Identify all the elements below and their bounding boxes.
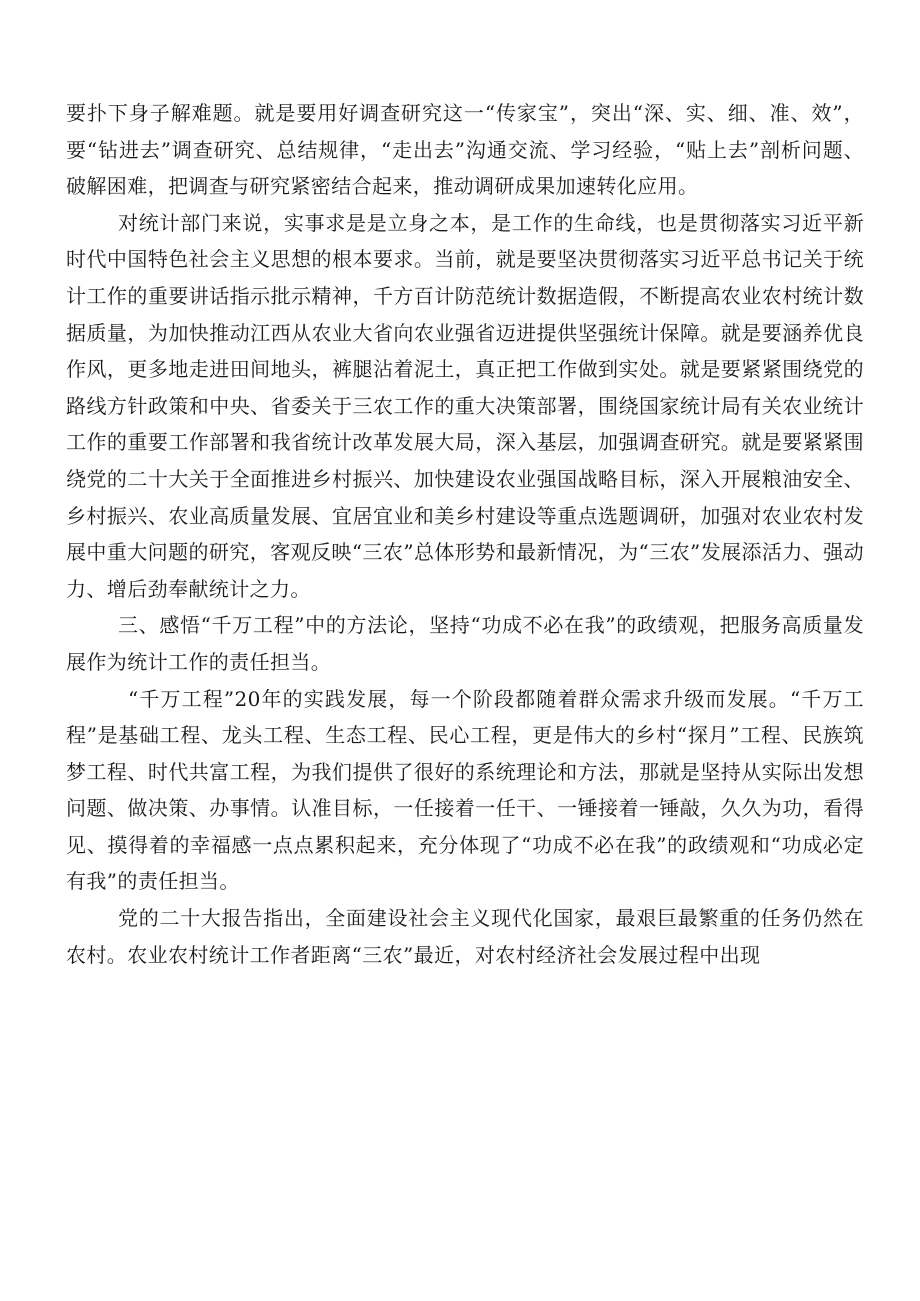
paragraph-4: “千万工程”20年的实践发展，每一个阶段都随着群众需求升级而发展。“千万工程”是基础工程、龙头工程、生态工程、民心工程，更是伟大的乡村“探月”工程、民族筑梦工程、时代共富工程，为我们提供了很好的系统理论和方法，那就是坚持从实际出发想问题、做决策、办事情。认准目标，一任接着一任干、一锤接着一锤敲，久久为功，看得见、摸得着的幸福感一点点累积起来，充分体现了“功成不必在我”的政绩观和“功成必定有我”的责任担当。	[66, 686, 864, 894]
paragraph-1: 要扑下身子解难题。就是要用好调查研究这一“传家宝”，突出“深、实、细、准、效”，要“钻进去”调查研究、总结规律，“走出去”沟通交流、学习经验，“贴上去”剖析问题、破解困难，把调查与研究紧密结合起来，推动调研成果加速转化应用。	[66, 101, 864, 199]
paragraph-2: 对统计部门来说，实事求是是立身之本，是工作的生命线，也是贯彻落实习近平新时代中国特色社会主义思想的根本要求。当前，就是要坚决贯彻落实习近平总书记关于统计工作的重要讲话指示批示精神，千方百计防范统计数据造假，不断提高农业农村统计数据质量，为加快推动江西从农业大省向农业强省迈进提供坚强统计保障。就是要涵养优良作风，更多地走进田间地头，裤腿沾着泥土，真正把工作做到实处。就是要紧紧围绕党的路线方针政策和中央、省委关于三农工作的重大决策部署，围绕国家统计局有关农业统计工作的重要工作部署和我省统计改革发展大局，深入基层，加强调查研究。就是要紧紧围绕党的二十大关于全面推进乡村振兴、加快建设农业强国战略目标，深入开展粮油安全、乡村振兴、农业高质量发展、宜居宜业和美乡村建设等重点选题调研，加强对农业农村发展中重大问题的研究，客观反映“三农”总体形势和最新情况，为“三农”发展添活力、强动力、增后劲奉献统计之力。	[66, 210, 864, 601]
paragraph-5: 党的二十大报告指出，全面建设社会主义现代化国家，最艰巨最繁重的任务仍然在农村。农业农村统计工作者距离“三农”最近，对农村经济社会发展过程中出现	[66, 906, 864, 967]
paragraph-3-heading: 三、感悟“千万工程”中的方法论，坚持“功成不必在我”的政绩观，把服务高质量发展作为统计工作的责任担当。	[66, 613, 864, 674]
document-body	[66, 95, 864, 973]
